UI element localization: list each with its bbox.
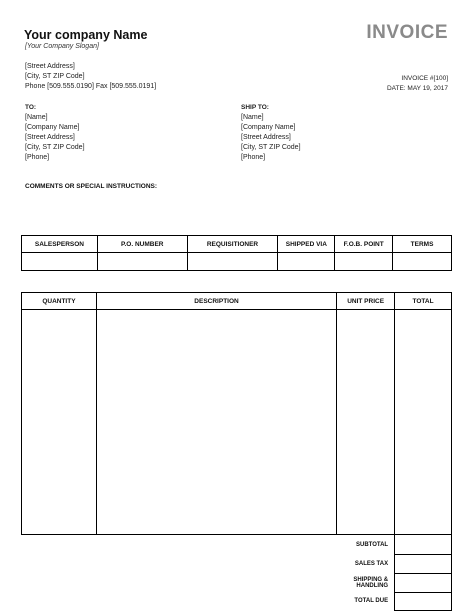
invoice-date: DATE: MAY 19, 2017: [386, 85, 448, 92]
ship-to-street: [Street Address]: [241, 134, 291, 141]
bill-to-street: [Street Address]: [25, 134, 75, 141]
bill-to-company: [Company Name]: [25, 124, 80, 131]
total-due-label: TOTAL DUE: [354, 598, 389, 604]
bill-to-city: [City, ST ZIP Code]: [25, 144, 85, 151]
summary-spacer: [22, 592, 337, 610]
order-info-table: [21, 235, 452, 271]
ship-to-label: SHIP TO:: [241, 104, 269, 111]
fob-point-cell[interactable]: [335, 253, 393, 271]
subtotal-row: [22, 535, 452, 555]
ship-to-city: [City, ST ZIP Code]: [241, 144, 301, 151]
shipping-label: SHIPPING & HANDLING: [353, 576, 389, 589]
line-items-header-row: [22, 293, 452, 310]
comments-label: COMMENTS OR SPECIAL INSTRUCTIONS:: [25, 183, 158, 190]
line-items-body: [22, 310, 452, 535]
total-due-row: [22, 592, 452, 610]
company-slogan: [Your Company Slogan]: [25, 43, 99, 50]
quantity-header: QUANTITY: [22, 293, 97, 310]
line-items-table: [21, 292, 452, 611]
total-column[interactable]: [395, 310, 452, 535]
invoice-title: INVOICE: [366, 22, 448, 43]
company-name: Your company Name: [24, 28, 148, 42]
subtotal-value[interactable]: [395, 535, 452, 555]
salesperson-header: SALESPERSON: [22, 236, 98, 253]
po-number-header: P.O. NUMBER: [97, 236, 187, 253]
unit-price-column[interactable]: [337, 310, 395, 535]
summary-spacer: [22, 535, 337, 555]
order-info-row: [22, 253, 452, 271]
sales-tax-row: [22, 554, 452, 573]
terms-cell[interactable]: [393, 253, 452, 271]
bill-to-label: TO:: [25, 104, 37, 111]
unit-price-header: UNIT PRICE: [337, 293, 395, 310]
shipped-via-header: SHIPPED VIA: [278, 236, 335, 253]
bill-to-phone: [Phone]: [25, 154, 50, 161]
total-header: TOTAL: [395, 293, 452, 310]
ship-to-name: [Name]: [241, 114, 264, 121]
requisitioner-cell[interactable]: [187, 253, 278, 271]
company-street: [Street Address]: [25, 63, 75, 70]
quantity-column[interactable]: [22, 310, 97, 535]
requisitioner-header: REQUISITIONER: [187, 236, 278, 253]
ship-to-phone: [Phone]: [241, 154, 266, 161]
description-column[interactable]: [96, 310, 336, 535]
sales-tax-value[interactable]: [395, 554, 452, 573]
company-phone-fax: Phone [509.555.0190] Fax [509.555.0191]: [25, 83, 157, 90]
shipped-via-cell[interactable]: [278, 253, 335, 271]
invoice-number: INVOICE #[100]: [401, 75, 448, 82]
fob-point-header: F.O.B. POINT: [335, 236, 393, 253]
total-due-value[interactable]: [395, 592, 452, 610]
salesperson-cell[interactable]: [22, 253, 98, 271]
ship-to-company: [Company Name]: [241, 124, 296, 131]
description-header: DESCRIPTION: [96, 293, 336, 310]
bill-to-block: [25, 103, 85, 163]
terms-header: TERMS: [393, 236, 452, 253]
summary-spacer: [22, 554, 337, 573]
bill-to-name: [Name]: [25, 114, 48, 121]
company-address: [25, 62, 156, 92]
company-city: [City, ST ZIP Code]: [25, 73, 85, 80]
subtotal-label: SUBTOTAL: [355, 541, 389, 548]
invoice-meta: [387, 74, 448, 94]
ship-to-block: [241, 103, 301, 163]
order-info-header-row: [22, 236, 452, 253]
po-number-cell[interactable]: [97, 253, 187, 271]
sales-tax-label: SALES TAX: [354, 560, 389, 567]
